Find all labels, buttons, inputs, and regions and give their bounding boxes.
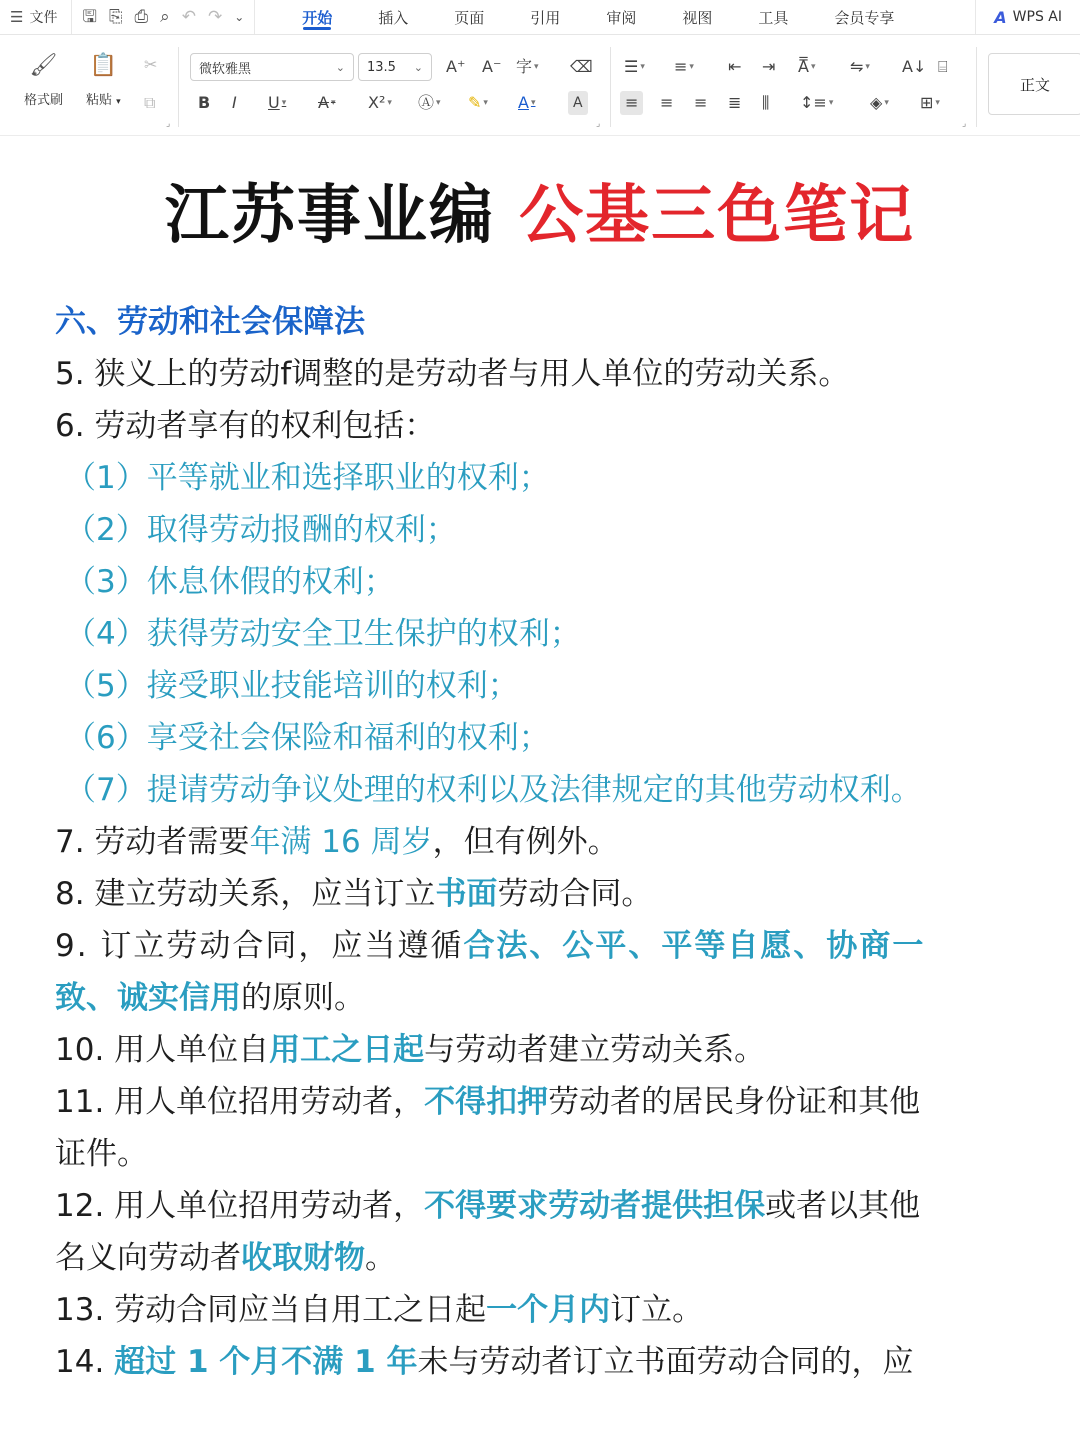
paragraph-expand-icon[interactable]: ⌟ bbox=[962, 119, 967, 129]
format-painter-icon: 🖌 bbox=[29, 53, 58, 78]
print-preview-icon[interactable]: ⌕ bbox=[160, 6, 170, 27]
tab-page[interactable]: 页面 bbox=[454, 8, 485, 27]
export-pdf-icon[interactable]: ⎘ bbox=[108, 6, 123, 27]
justify-icon[interactable]: ≣ bbox=[728, 93, 742, 112]
section-heading: 六、劳动和社会保障法 bbox=[55, 304, 365, 340]
rights-item: （6）享受社会保险和福利的权利； bbox=[65, 720, 550, 756]
underline-icon[interactable]: U ▾ bbox=[268, 93, 287, 112]
highlight-text: 年满 16 周岁 bbox=[249, 824, 433, 860]
wps-ai-logo-icon: A bbox=[994, 7, 1007, 27]
rights-item: （5）接受职业技能培训的权利； bbox=[65, 668, 519, 704]
note-item-5: 5. 狭义上的劳动f调整的是劳动者与用人单位的劳动关系。 bbox=[55, 356, 850, 392]
numbered-list-icon[interactable]: ≡ ▾ bbox=[674, 57, 694, 76]
tab-view[interactable]: 视图 bbox=[682, 8, 713, 27]
sort-icon[interactable]: ⇋ ▾ bbox=[850, 57, 870, 76]
rights-item: （4）获得劳动安全卫生保护的权利； bbox=[65, 616, 581, 652]
wps-ai-label: WPS AI bbox=[1012, 9, 1062, 25]
border-icon[interactable]: ⊞ ▾ bbox=[920, 93, 940, 112]
note-item-12-cont: 名义向劳动者收取财物。 bbox=[55, 1240, 396, 1276]
rights-item: （2）取得劳动报酬的权利； bbox=[65, 512, 457, 548]
document-page[interactable] bbox=[0, 136, 1080, 1443]
rights-item: （7）提请劳动争议处理的权利以及法律规定的其他劳动权利。 bbox=[65, 772, 922, 808]
menu-bar bbox=[0, 0, 1080, 35]
highlight-text: 用工之日起 bbox=[269, 1032, 425, 1068]
tab-insert[interactable]: 插入 bbox=[378, 8, 409, 27]
highlight-text: 不得扣押 bbox=[424, 1084, 549, 1120]
undo-icon[interactable]: ↶ bbox=[181, 6, 196, 27]
style-normal[interactable] bbox=[988, 53, 1080, 115]
tab-tools[interactable]: 工具 bbox=[758, 8, 789, 27]
wps-ai-button[interactable] bbox=[975, 0, 1080, 34]
phonetic-guide-icon[interactable]: 字 ▾ bbox=[516, 57, 539, 76]
notes-body bbox=[55, 296, 1040, 1388]
font-family-select[interactable] bbox=[190, 53, 354, 81]
note-item-13: 13. 劳动合同应当自用工之日起一个月内订立。 bbox=[55, 1292, 704, 1328]
tab-home[interactable]: 开始 bbox=[279, 0, 355, 34]
hamburger-icon: ☰ bbox=[10, 8, 24, 26]
redo-icon[interactable]: ↷ bbox=[207, 6, 223, 27]
print-icon[interactable]: ⎙ bbox=[134, 6, 149, 27]
note-item-7: 7. 劳动者需要年满 16 周岁，但有例外。 bbox=[55, 824, 619, 860]
ribbon-tabs bbox=[279, 0, 917, 34]
note-item-8: 8. 建立劳动关系，应当订立书面劳动合同。 bbox=[55, 876, 653, 912]
rights-item: （3）休息休假的权利； bbox=[65, 564, 395, 600]
align-right-icon[interactable]: ≡ bbox=[694, 93, 708, 112]
note-item-10: 10. 用人单位自用工之日起与劳动者建立劳动关系。 bbox=[55, 1032, 766, 1068]
line-spacing-icon[interactable]: ↕≡ ▾ bbox=[800, 93, 834, 112]
superscript-icon[interactable]: X² ▾ bbox=[368, 93, 392, 112]
decrease-indent-icon[interactable]: ⇤ bbox=[728, 57, 742, 76]
divider bbox=[976, 47, 977, 127]
note-item-6: 6. 劳动者享有的权利包括： bbox=[55, 408, 436, 444]
save-icon[interactable]: 🖫 bbox=[82, 6, 97, 27]
show-marks-icon[interactable]: ⌸ bbox=[938, 57, 948, 76]
highlight-text: 超过 1 个月不满 1 年 bbox=[114, 1344, 418, 1380]
clear-format-icon[interactable]: ⌫ bbox=[570, 57, 593, 76]
divider bbox=[610, 47, 611, 127]
font-family-value: 微软雅黑 bbox=[199, 61, 252, 77]
ribbon-toolbar bbox=[0, 35, 1080, 136]
chevron-down-icon[interactable]: ⌄ bbox=[234, 10, 245, 24]
note-item-11: 11. 用人单位招用劳动者，不得扣押劳动者的居民身份证和其他 bbox=[55, 1084, 921, 1120]
format-painter-label: 格式刷 bbox=[24, 93, 64, 108]
file-menu-label: 文件 bbox=[29, 10, 58, 26]
page-title bbox=[0, 176, 1080, 256]
note-item-9: 9. 订立劳动合同，应当遵循合法、公平、平等自愿、协商一 bbox=[55, 928, 926, 964]
highlight-icon[interactable]: ✎ ▾ bbox=[468, 93, 488, 112]
copy-icon[interactable]: ⧉ bbox=[144, 93, 156, 112]
highlight-text: 一个月内 bbox=[486, 1292, 611, 1328]
note-item-11-cont: 证件。 bbox=[55, 1136, 148, 1172]
divider bbox=[178, 47, 179, 127]
strikethrough-icon[interactable]: A ▾ bbox=[318, 93, 336, 112]
increase-indent-icon[interactable]: ⇥ bbox=[762, 57, 776, 76]
format-painter-button[interactable] bbox=[24, 53, 63, 108]
font-expand-icon[interactable]: ⌟ bbox=[596, 119, 601, 129]
tab-review[interactable]: 审阅 bbox=[606, 8, 637, 27]
font-size-select[interactable] bbox=[358, 53, 432, 81]
bold-icon[interactable]: B bbox=[198, 93, 211, 112]
title-black-part: 江苏事业编 bbox=[164, 179, 495, 253]
highlight-text: 书面 bbox=[435, 876, 498, 912]
highlight-text: 合法、公平、平等自愿、协商一 bbox=[463, 928, 926, 964]
paste-icon: 📋 bbox=[89, 53, 118, 78]
title-red-part: 公基三色笔记 bbox=[519, 179, 916, 253]
sort-az-icon[interactable]: A↓ bbox=[902, 57, 927, 76]
bullet-list-icon[interactable]: ☰ ▾ bbox=[624, 57, 645, 76]
highlight-text: 致、诚实信用 bbox=[55, 980, 241, 1016]
font-size-value: 13.5 bbox=[367, 59, 396, 75]
italic-icon[interactable]: I bbox=[232, 93, 237, 112]
character-shading-icon[interactable]: A bbox=[568, 91, 588, 115]
text-direction-icon[interactable]: A̿ ▾ bbox=[798, 57, 816, 76]
tab-member[interactable]: 会员专享 bbox=[834, 8, 895, 27]
highlight-text: 不得要求劳动者提供担保 bbox=[424, 1188, 766, 1224]
decrease-font-icon[interactable]: A⁻ bbox=[482, 57, 502, 76]
shading-icon[interactable]: ◈ ▾ bbox=[870, 93, 889, 112]
note-item-9-cont: 致、诚实信用的原则。 bbox=[55, 980, 365, 1016]
note-item-14: 14. 超过 1 个月不满 1 年未与劳动者订立书面劳动合同的，应 bbox=[55, 1344, 914, 1380]
cut-icon[interactable]: ✂ bbox=[144, 55, 158, 74]
paste-button[interactable] bbox=[86, 53, 121, 108]
rights-item: （1）平等就业和选择职业的权利； bbox=[65, 460, 550, 496]
file-menu-button[interactable] bbox=[0, 0, 71, 34]
tab-references[interactable]: 引用 bbox=[530, 8, 561, 27]
paste-label: 粘贴 ▾ bbox=[86, 93, 121, 108]
clipboard-expand-icon[interactable]: ⌟ bbox=[166, 119, 171, 129]
font-color-icon[interactable]: A ▾ bbox=[518, 93, 536, 112]
note-item-12: 12. 用人单位招用劳动者，不得要求劳动者提供担保或者以其他 bbox=[55, 1188, 921, 1224]
text-effect-icon[interactable]: Ⓐ ▾ bbox=[418, 93, 441, 112]
highlight-text: 收取财物 bbox=[241, 1240, 365, 1276]
increase-font-icon[interactable]: A⁺ bbox=[446, 57, 466, 76]
quick-access-toolbar bbox=[71, 0, 255, 34]
chevron-down-icon: ⌄ bbox=[413, 60, 423, 74]
align-center-icon[interactable]: ≡ bbox=[660, 93, 674, 112]
align-left-icon[interactable]: ≡ bbox=[620, 91, 643, 115]
distribute-icon[interactable]: ⫼ bbox=[762, 93, 770, 112]
chevron-down-icon: ⌄ bbox=[335, 60, 345, 74]
style-normal-label: 正文 bbox=[1019, 75, 1050, 94]
